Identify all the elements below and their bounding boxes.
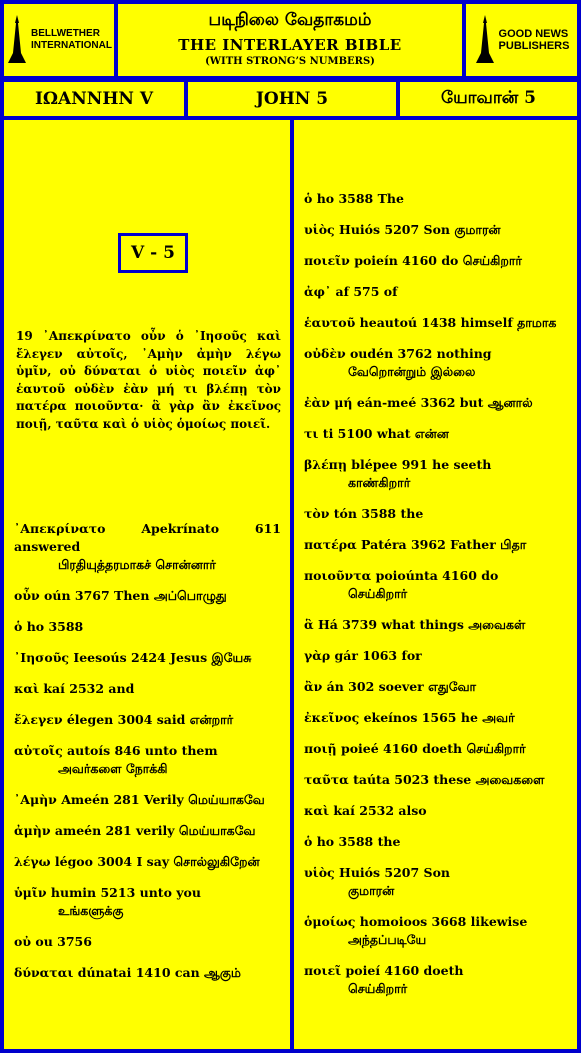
- word-entry-main: καὶ kaí 2532 and: [14, 681, 135, 696]
- word-entry-main: καὶ kaí 2532 also: [304, 803, 427, 818]
- logo-right-line2: PUBLISHERS: [498, 40, 570, 52]
- word-entry-main: ᾿Ιησοῦς Ieesoús 2424 Jesus இயேசு: [14, 650, 252, 665]
- word-entry: [304, 190, 569, 208]
- word-entry-main: ὁ ho 3588 The: [304, 191, 404, 206]
- subtitle: (WITH STRONG’S NUMBERS): [205, 56, 375, 67]
- word-entry-main: ἐκεῖνος ekeínos 1565 he அவர்: [304, 710, 515, 725]
- word-entry-main: οὖν oún 3767 Then அப்பொழுது: [14, 588, 227, 603]
- word-entry: [14, 587, 281, 605]
- word-entry: [14, 933, 281, 951]
- word-entry-main: υἱὸς Huiós 5207 Son: [304, 865, 450, 880]
- word-entry: [14, 964, 281, 982]
- word-entry: [304, 802, 569, 820]
- word-entry: [304, 709, 569, 727]
- word-entry: [14, 520, 281, 574]
- word-entry-main: οὐδὲν oudén 3762 nothing: [304, 346, 492, 361]
- word-entry-main: ποιοῦντα poioúnta 4160 do: [304, 568, 499, 583]
- logo-left-line1: BELLWETHER: [31, 28, 100, 39]
- word-entry: [14, 853, 281, 871]
- logo-right-line1: GOOD NEWS: [498, 28, 569, 40]
- word-entry: [14, 791, 281, 809]
- word-entry-tamil: குமாரன்: [348, 883, 395, 898]
- title-english: THE INTERLAYER BIBLE: [178, 36, 402, 54]
- word-entry: [14, 618, 281, 636]
- ref-english: [184, 78, 400, 120]
- verse-text: 19 ᾿Απεκρίνατο οὖν ὁ ᾿Ιησοῦς καὶ ἔλεγεν αὐτοῖς, ᾿Αμὴν ἀμὴν λέγω ὑμῖν, οὐ δύναται ὁ υἱὸς ποιεῖν ἀφ᾿ ἑαυτοῦ οὐδὲν ἐὰν μή τι βλέπῃ τὸν πατέρα ποιοῦντα· ἃ γὰρ ἂν ἐκεῖνος ποιῇ, ταῦτα καὶ ὁ υἱὸς ὁμοίως ποιεῖ.: [16, 329, 281, 431]
- word-entry-tamil: அவர்களை நோக்கி: [58, 761, 168, 776]
- word-entry-main: τὸν tón 3588 the: [304, 506, 424, 521]
- word-entry-main: βλέπῃ blépee 991 he seeth: [304, 457, 492, 472]
- word-entry: [304, 962, 569, 998]
- word-entry-main: αὐτοῖς autoís 846 unto them: [14, 743, 218, 758]
- word-entry: [14, 822, 281, 840]
- chapter-label: V - 5: [131, 243, 175, 263]
- word-entry-main: ὁ ho 3588 the: [304, 834, 401, 849]
- right-word-list: [304, 190, 569, 1011]
- ref-tamil: [396, 78, 581, 120]
- word-entry: [14, 649, 281, 667]
- bellwether-logo-icon: [6, 13, 28, 67]
- left-word-list: [14, 520, 281, 995]
- word-entry: [304, 678, 569, 696]
- word-entry: [304, 771, 569, 789]
- word-entry-main: ἂν án 302 soever எதுவோ: [304, 679, 477, 694]
- word-entry: [304, 567, 569, 603]
- good-news-logo-icon: [474, 13, 496, 67]
- word-entry: [14, 711, 281, 729]
- word-entry-main: τι ti 5100 what என்ன: [304, 426, 449, 441]
- word-entry-main: ποιεῖ poieí 4160 doeth: [304, 963, 464, 978]
- word-entry-main: ποιεῖν poieín 4160 do செய்கிறார்: [304, 253, 522, 268]
- word-entry-main: οὐ ou 3756: [14, 934, 92, 949]
- word-entry: [304, 616, 569, 634]
- word-entry: [304, 740, 569, 758]
- word-entry-main: ὑμῖν humin 5213 unto you: [14, 885, 201, 900]
- word-entry-main: υἱὸς Huiós 5207 Son குமாரன்: [304, 222, 501, 237]
- word-entry-tamil: செய்கிறார்: [348, 981, 408, 996]
- word-entry: [304, 647, 569, 665]
- ref-greek: [0, 78, 188, 120]
- word-entry: [14, 742, 281, 778]
- ref-english-text: JOHN 5: [255, 89, 329, 109]
- word-entry-main: ταῦτα taúta 5023 these அவைகளை: [304, 772, 545, 787]
- word-entry-tamil: வேறொன்றும் இல்லை: [348, 364, 476, 379]
- word-entry: [14, 680, 281, 698]
- word-entry: [304, 913, 569, 949]
- word-entry-main: γὰρ gár 1063 for: [304, 648, 422, 663]
- word-entry-tamil: அந்தப்படியே: [348, 932, 427, 947]
- word-entry-main: ἃ Há 3739 what things அவைகள்: [304, 617, 526, 632]
- word-entry-main: ἀφ᾿ af 575 of: [304, 284, 398, 299]
- word-entry: [304, 252, 569, 270]
- chapter-box: [118, 233, 188, 273]
- word-entry-main: ᾿Απεκρίνατο Apekrínato 611 answered: [14, 521, 281, 554]
- title-tamil: படிநிலை வேதாகமம்: [208, 10, 372, 30]
- word-entry: [304, 425, 569, 443]
- word-entry-main: ἐὰν μή eán-meé 3362 but ஆனால்: [304, 395, 533, 410]
- word-entry-main: ᾿Αμὴν Ameén 281 Verily மெய்யாகவே: [14, 792, 265, 807]
- word-entry: [304, 221, 569, 239]
- word-entry: [304, 833, 569, 851]
- word-entry-tamil: பிரதியுத்தரமாகச் சொன்னார்: [58, 557, 216, 572]
- word-entry-main: δύναται dúnatai 1410 can ஆகும்: [14, 965, 241, 980]
- word-entry-main: ἑαυτοῦ heautoú 1438 himself தாமாக: [304, 315, 557, 330]
- logo-left-line2: INTERNATIONAL: [31, 40, 112, 51]
- word-entry: [304, 505, 569, 523]
- left-column: [0, 116, 294, 1053]
- word-entry-main: πατέρα Patéra 3962 Father பிதா: [304, 537, 527, 552]
- word-entry-main: ὁμοίως homoioos 3668 likewise: [304, 914, 528, 929]
- logo-right: [462, 0, 581, 80]
- word-entry-tamil: காண்கிறார்: [348, 475, 411, 490]
- word-entry: [304, 283, 569, 301]
- word-entry: [304, 394, 569, 412]
- ref-greek-text: ΙΩΑΝΝΗΝ V: [34, 89, 154, 109]
- word-entry-tamil: செய்கிறார்: [348, 586, 408, 601]
- word-entry-main: ὁ ho 3588: [14, 619, 84, 634]
- word-entry-main: ἀμὴν ameén 281 verily மெய்யாகவே: [14, 823, 256, 838]
- word-entry: [304, 456, 569, 492]
- word-entry: [14, 884, 281, 920]
- word-entry-main: ποιῇ poieé 4160 doeth செய்கிறார்: [304, 741, 526, 756]
- word-entry: [304, 345, 569, 381]
- logo-left: [0, 0, 118, 80]
- right-column: [290, 116, 581, 1053]
- word-entry-tamil: உங்களுக்கு: [58, 903, 124, 918]
- word-entry: [304, 536, 569, 554]
- word-entry-main: λέγω légoo 3004 I say சொல்லுகிறேன்: [14, 854, 260, 869]
- word-entry: [304, 864, 569, 900]
- word-entry: [304, 314, 569, 332]
- word-entry-main: ἔλεγεν élegen 3004 said என்றார்: [14, 712, 234, 727]
- ref-tamil-text: யோவான் 5: [441, 88, 536, 108]
- header-title-block: [114, 0, 466, 80]
